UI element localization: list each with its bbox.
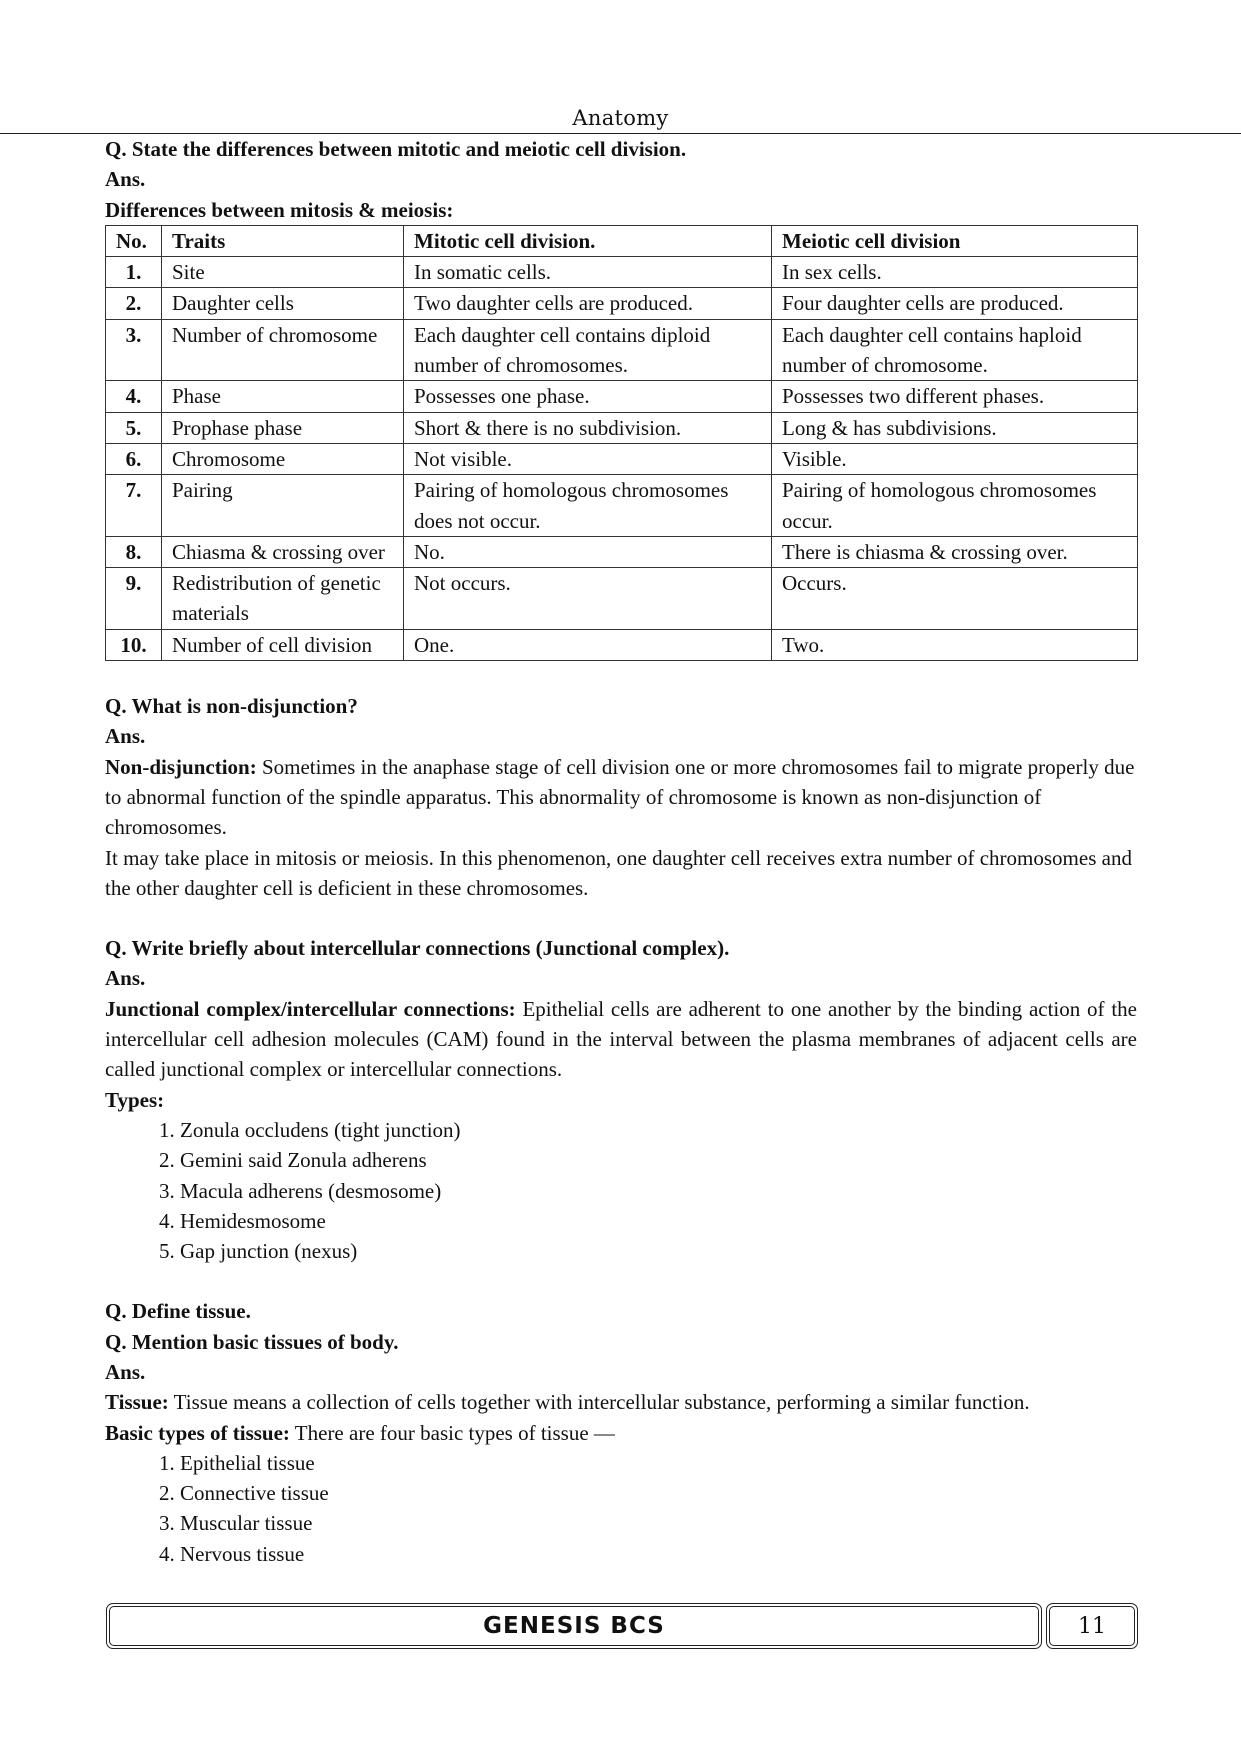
footer-brand-box: [106, 1603, 1042, 1649]
row-mitotic: Not occurs.: [404, 568, 772, 630]
list-item: 2. Gemini said Zonula adherens: [180, 1145, 1137, 1175]
row-mitotic: Pairing of homologous chromosomes does not occur.: [404, 475, 772, 537]
row-number: 1.: [106, 257, 162, 288]
row-meiotic: Two.: [772, 629, 1138, 660]
row-mitotic: Each daughter cell contains diploid number of chromosomes.: [404, 319, 772, 381]
row-mitotic: In somatic cells.: [404, 257, 772, 288]
question-mitosis-meiosis: Q. State the differences between mitotic and meiotic cell division.: [105, 137, 687, 161]
table-row: [106, 412, 1138, 443]
row-meiotic: There is chiasma & crossing over.: [772, 536, 1138, 567]
list-item: 2. Connective tissue: [180, 1478, 1137, 1508]
row-mitotic: One.: [404, 629, 772, 660]
term-label: Junctional complex/intercellular connections:: [105, 996, 516, 1021]
tissue-definition: [105, 1387, 1137, 1417]
row-trait: Prophase phase: [162, 412, 404, 443]
page-header-title: Anatomy: [572, 106, 669, 130]
list-item: 4. Nervous tissue: [180, 1539, 1137, 1569]
row-number: 10.: [106, 629, 162, 660]
paragraph-text: Epithelial cells are adherent to one another by the binding action of the intercellular cell adhesion molecules (CAM) found in the interval between the plasma membranes of adjacent cells are called junctional complex or intercellular connections.: [105, 996, 1137, 1082]
row-meiotic: Four daughter cells are produced.: [772, 288, 1138, 319]
row-mitotic: Not visible.: [404, 443, 772, 474]
row-mitotic: Short & there is no subdivision.: [404, 412, 772, 443]
term-label: Tissue:: [105, 1390, 169, 1415]
answer-label: Ans.: [105, 966, 146, 991]
list-item: 1. Epithelial tissue: [180, 1448, 1137, 1478]
question-junctional-complex: Q. Write briefly about intercellular connections (Junctional complex).: [105, 936, 730, 961]
question-basic-tissues: Q. Mention basic tissues of body.: [105, 1329, 399, 1354]
paragraph-text: There are four basic types of tissue —: [289, 1420, 615, 1445]
row-trait: Number of chromosome: [162, 319, 404, 381]
row-trait: Redistribution of genetic materials: [162, 568, 404, 630]
row-number: 5.: [106, 412, 162, 443]
row-trait: Chromosome: [162, 443, 404, 474]
tissue-types-intro: [105, 1418, 1137, 1448]
col-header-mitotic: Mitotic cell division.: [404, 225, 772, 256]
row-trait: Phase: [162, 381, 404, 412]
paragraph-text: Tissue means a collection of cells together with intercellular substance, performing a similar function.: [168, 1390, 1030, 1415]
differences-table: [105, 225, 1138, 661]
spacer: [105, 661, 1137, 691]
table-header-row: [106, 225, 1138, 256]
term-label: Non-disjunction:: [105, 754, 257, 779]
junction-types-list: [105, 1115, 1137, 1266]
col-header-no: No.: [106, 225, 162, 256]
row-number: 4.: [106, 381, 162, 412]
row-meiotic: Pairing of homologous chromosomes occur.: [772, 475, 1138, 537]
row-trait: Number of cell division: [162, 629, 404, 660]
row-meiotic: In sex cells.: [772, 257, 1138, 288]
table-row: [106, 257, 1138, 288]
table-row: [106, 319, 1138, 381]
answer-label: Ans.: [105, 724, 146, 749]
row-meiotic: Occurs.: [772, 568, 1138, 630]
list-item: 5. Gap junction (nexus): [180, 1236, 1137, 1266]
answer-label: Ans.: [105, 167, 146, 192]
table-row: [106, 288, 1138, 319]
term-label: Basic types of tissue:: [105, 1420, 290, 1445]
row-meiotic: Long & has subdivisions.: [772, 412, 1138, 443]
row-number: 8.: [106, 536, 162, 567]
question-non-disjunction: Q. What is non-disjunction?: [105, 694, 358, 719]
row-meiotic: Possesses two different phases.: [772, 381, 1138, 412]
col-header-meiotic: Meiotic cell division: [772, 225, 1138, 256]
types-label: Types:: [105, 1087, 165, 1112]
row-mitotic: Two daughter cells are produced.: [404, 288, 772, 319]
table-title: Differences between mitosis & meiosis:: [105, 197, 454, 222]
table-row: [106, 568, 1138, 630]
row-meiotic: Each daughter cell contains haploid number of chromosome.: [772, 319, 1138, 381]
table-row: [106, 475, 1138, 537]
spacer: [105, 903, 1137, 933]
row-mitotic: Possesses one phase.: [404, 381, 772, 412]
table-row: [106, 381, 1138, 412]
row-number: 2.: [106, 288, 162, 319]
row-mitotic: No.: [404, 536, 772, 567]
list-item: 3. Macula adherens (desmosome): [180, 1176, 1137, 1206]
list-item: 3. Muscular tissue: [180, 1508, 1137, 1538]
non-disjunction-paragraph: [105, 752, 1137, 843]
row-trait: Site: [162, 257, 404, 288]
row-trait: Chiasma & crossing over: [162, 536, 404, 567]
row-trait: Daughter cells: [162, 288, 404, 319]
page-number-box: [1046, 1603, 1138, 1649]
list-item: 1. Zonula occludens (tight junction): [180, 1115, 1137, 1145]
row-number: 6.: [106, 443, 162, 474]
row-number: 7.: [106, 475, 162, 537]
row-trait: Pairing: [162, 475, 404, 537]
table-row: [106, 536, 1138, 567]
table-row: [106, 629, 1138, 660]
page-content: [105, 134, 1137, 1569]
list-item: 4. Hemidesmosome: [180, 1206, 1137, 1236]
spacer: [105, 1266, 1137, 1296]
question-define-tissue: Q. Define tissue.: [105, 1299, 251, 1324]
page-number: 11: [1078, 1614, 1106, 1639]
footer-brand: GENESIS BCS: [483, 1613, 665, 1639]
row-meiotic: Visible.: [772, 443, 1138, 474]
row-number: 3.: [106, 319, 162, 381]
tissue-types-list: [105, 1448, 1137, 1569]
paragraph-text: Sometimes in the anaphase stage of cell division one or more chromosomes fail to migrate properly due to abnormal function of the spindle apparatus. This abnormality of chromosome is known as non-disjunction of chromosomes.: [105, 754, 1135, 840]
row-number: 9.: [106, 568, 162, 630]
answer-label: Ans.: [105, 1359, 146, 1384]
col-header-traits: Traits: [162, 225, 404, 256]
non-disjunction-paragraph-2: It may take place in mitosis or meiosis. In this phenomenon, one daughter cell receives extra number of chromosomes and the other daughter cell is deficient in these chromosomes.: [105, 845, 1132, 900]
table-row: [106, 443, 1138, 474]
junctional-paragraph: [105, 994, 1137, 1085]
